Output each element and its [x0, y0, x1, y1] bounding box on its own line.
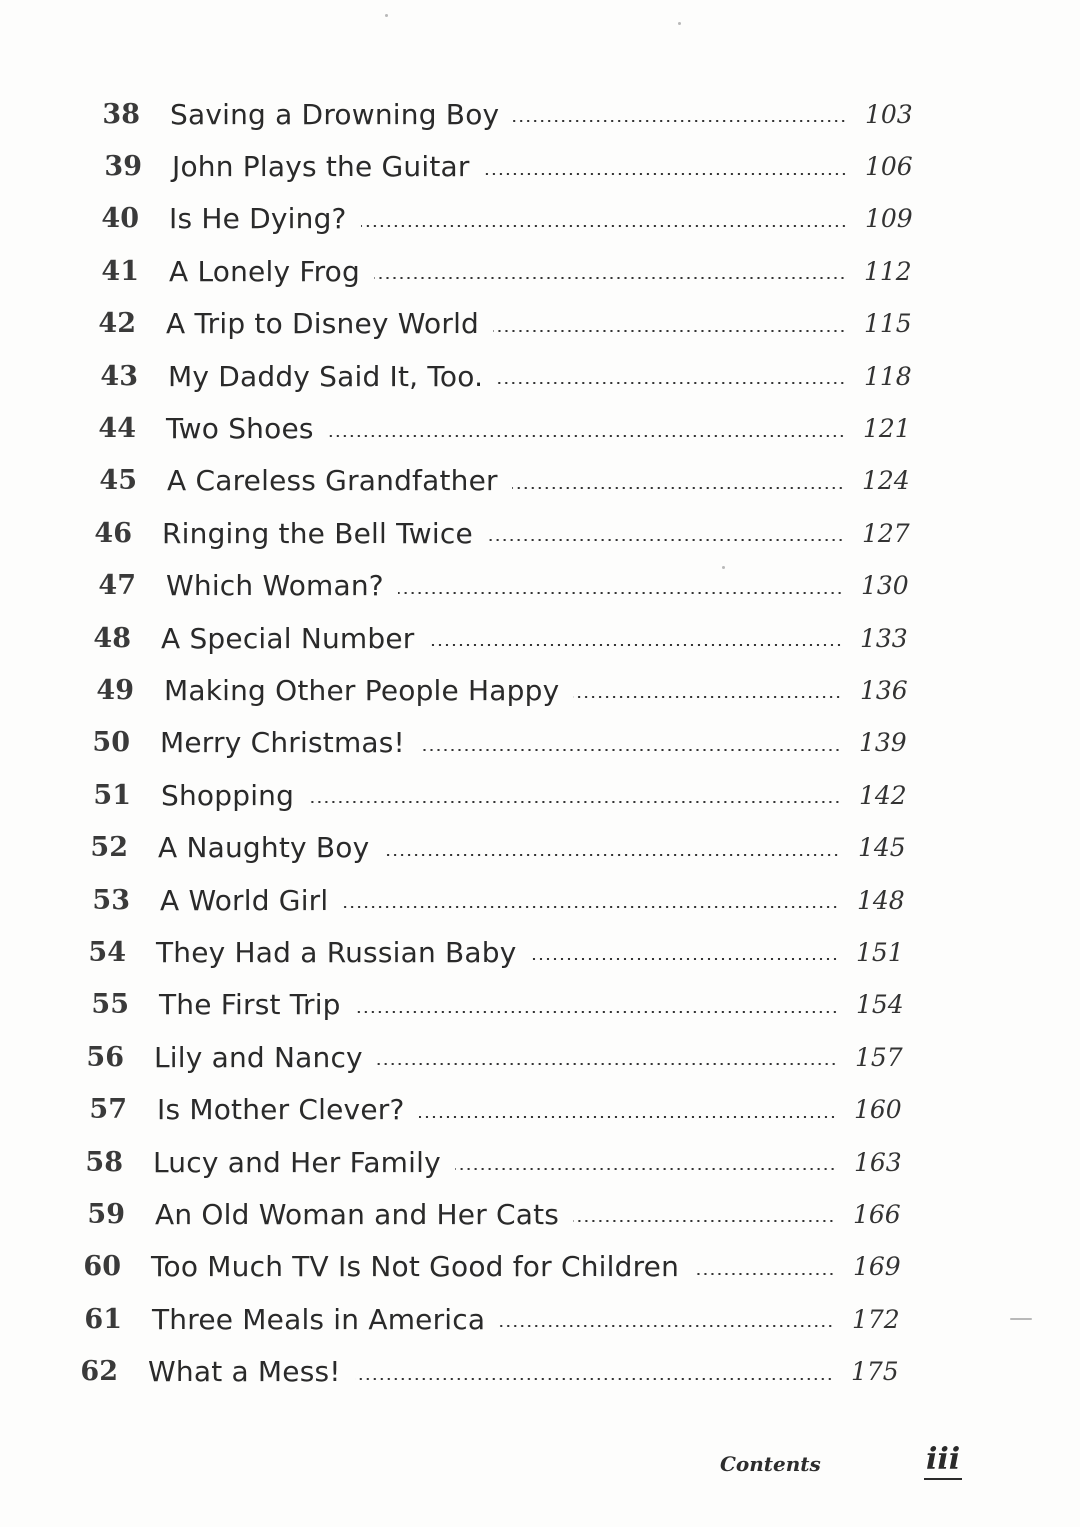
dot-leader: [484, 173, 847, 175]
entry-page-number: 109: [865, 204, 913, 234]
dot-leader: [429, 644, 842, 646]
entry-page-number: 130: [861, 571, 909, 601]
entry-number: 60: [83, 1251, 121, 1283]
entry-title: A World Girl: [160, 883, 329, 917]
entry-number: 52: [90, 832, 128, 864]
entry-title: A Careless Grandfather: [167, 464, 498, 498]
toc-entry[interactable]: [0, 717, 915, 769]
entry-title: Lucy and Her Family: [153, 1145, 441, 1179]
entry-number: 48: [93, 622, 131, 654]
entry-title: An Old Woman and Her Cats: [155, 1197, 560, 1231]
entry-number: 53: [92, 884, 130, 916]
dot-leader: [419, 749, 841, 751]
entry-number: 50: [92, 727, 130, 759]
toc-entry[interactable]: [0, 1241, 909, 1293]
entry-number: 57: [89, 1094, 127, 1126]
dot-leader: [693, 1273, 835, 1275]
toc-entry[interactable]: [0, 455, 918, 507]
entry-title: The First Trip: [159, 988, 341, 1022]
entry-title: Merry Christmas!: [160, 726, 405, 760]
running-footer-label: Contents: [720, 1452, 821, 1476]
dot-leader: [573, 696, 842, 698]
toc-entry[interactable]: [0, 402, 919, 454]
entry-title: Shopping: [161, 778, 295, 812]
dot-leader: [493, 330, 846, 332]
entry-page-number: 148: [857, 885, 905, 915]
entry-page-number: 118: [864, 361, 912, 391]
toc-entry[interactable]: [0, 1136, 910, 1188]
entry-number: 49: [96, 674, 134, 706]
entry-number: 61: [84, 1303, 122, 1335]
dot-leader: [374, 277, 846, 279]
entry-title: They Had a Russian Baby: [156, 935, 517, 969]
entry-page-number: 169: [853, 1252, 901, 1282]
dot-leader: [383, 854, 840, 856]
entry-number: 43: [100, 360, 138, 392]
dot-leader: [328, 435, 845, 437]
entry-page-number: 139: [859, 728, 907, 758]
entry-title: Is Mother Clever?: [157, 1093, 405, 1127]
toc-entry[interactable]: [0, 979, 912, 1031]
entry-page-number: 166: [853, 1199, 901, 1229]
toc-entry[interactable]: [0, 612, 916, 664]
toc-entry[interactable]: [0, 1293, 908, 1345]
entry-title: Making Other People Happy: [164, 673, 560, 707]
entry-title: Two Shoes: [166, 412, 314, 446]
entry-title: Three Meals in America: [152, 1302, 486, 1336]
toc-entry[interactable]: [0, 1031, 911, 1083]
dot-leader: [342, 906, 839, 908]
entry-page-number: 133: [860, 623, 908, 653]
entry-page-number: 154: [856, 990, 904, 1020]
dot-leader: [355, 1378, 833, 1380]
entry-number: 38: [102, 98, 140, 130]
entry-page-number: 112: [864, 256, 912, 286]
entry-page-number: 142: [859, 780, 907, 810]
toc-entry[interactable]: [0, 821, 914, 873]
entry-number: 58: [85, 1146, 123, 1178]
entry-page-number: 145: [858, 833, 906, 863]
entry-number: 47: [98, 570, 136, 602]
entry-number: 46: [94, 517, 132, 549]
entry-page-number: 103: [865, 99, 913, 129]
dot-leader: [512, 487, 844, 489]
entry-number: 51: [93, 779, 131, 811]
scan-speck: [678, 22, 681, 25]
entry-title: Lily and Nancy: [154, 1040, 363, 1074]
entry-page-number: 172: [852, 1304, 900, 1334]
entry-page-number: 127: [862, 518, 910, 548]
dot-leader: [398, 592, 843, 594]
toc-entry[interactable]: [0, 507, 918, 559]
entry-title: Ringing the Bell Twice: [162, 516, 473, 550]
toc-entry[interactable]: [0, 1083, 910, 1135]
entry-title: What a Mess!: [148, 1355, 341, 1389]
entry-title: Too Much TV Is Not Good for Children: [151, 1250, 680, 1284]
entry-page-number: 115: [864, 309, 912, 339]
entry-number: 45: [99, 465, 137, 497]
toc-entry[interactable]: [0, 926, 912, 978]
toc-entry[interactable]: [0, 664, 916, 716]
entry-title: Saving a Drowning Boy: [170, 97, 500, 131]
entry-page-number: 121: [863, 414, 911, 444]
dot-leader: [308, 801, 841, 803]
entry-page-number: 151: [856, 937, 904, 967]
entry-number: 40: [101, 203, 139, 235]
toc-entry[interactable]: [0, 560, 917, 612]
toc-entry[interactable]: [0, 245, 920, 297]
entry-title: John Plays the Guitar: [172, 150, 470, 184]
entry-title: A Special Number: [161, 621, 415, 655]
toc-entry[interactable]: [0, 769, 915, 821]
table-of-contents: [0, 88, 1080, 1398]
toc-entry[interactable]: [0, 1345, 907, 1397]
dot-leader: [377, 1063, 837, 1065]
entry-title: Is He Dying?: [169, 202, 347, 236]
entry-title: A Lonely Frog: [169, 254, 360, 288]
entry-number: 39: [104, 151, 142, 183]
dot-leader: [573, 1220, 835, 1222]
toc-entry[interactable]: [0, 350, 920, 402]
toc-entry[interactable]: [0, 874, 913, 926]
entry-number: 41: [101, 255, 139, 287]
dot-leader: [513, 120, 847, 122]
dot-leader: [419, 1116, 836, 1118]
entry-page-number: 136: [860, 675, 908, 705]
entry-number: 54: [88, 936, 126, 968]
entry-number: 55: [91, 989, 129, 1021]
entry-title: My Daddy Said It, Too.: [168, 359, 484, 393]
footer-page-number: iii: [924, 1442, 962, 1480]
entry-page-number: 157: [855, 1042, 903, 1072]
dot-leader: [455, 1168, 836, 1170]
toc-entry[interactable]: [0, 140, 921, 192]
entry-page-number: 106: [865, 152, 913, 182]
entry-number: 56: [86, 1041, 124, 1073]
entry-page-number: 163: [854, 1147, 902, 1177]
scan-speck: [385, 14, 388, 17]
dot-leader: [497, 382, 846, 384]
dot-leader: [355, 1011, 838, 1013]
entry-page-number: 175: [851, 1357, 899, 1387]
entry-title: Which Woman?: [166, 569, 384, 603]
dot-leader: [499, 1325, 834, 1327]
dot-leader: [361, 225, 847, 227]
toc-entry[interactable]: [0, 88, 921, 140]
entry-number: 62: [80, 1356, 118, 1388]
dot-leader: [487, 539, 844, 541]
toc-entry[interactable]: [0, 1188, 909, 1240]
entry-number: 44: [98, 413, 136, 445]
toc-entry[interactable]: [0, 193, 921, 245]
entry-number: 59: [87, 1198, 125, 1230]
dot-leader: [531, 958, 838, 960]
entry-title: A Naughty Boy: [158, 831, 370, 865]
toc-entry[interactable]: [0, 298, 920, 350]
entry-page-number: 160: [854, 1095, 902, 1125]
entry-title: A Trip to Disney World: [166, 307, 480, 341]
entry-page-number: 124: [862, 466, 910, 496]
entry-number: 42: [98, 308, 136, 340]
